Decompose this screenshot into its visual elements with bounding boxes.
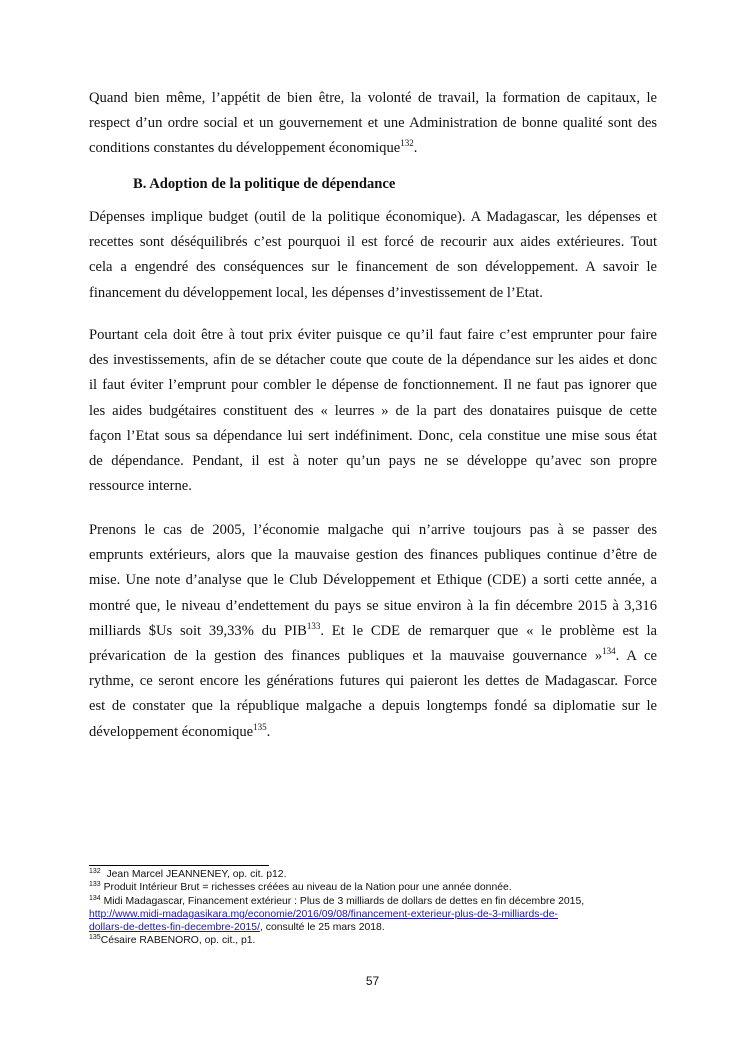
text-line	[89, 669, 657, 694]
line-text: mise. Une note d’analyse que le Club Développement et Ethique (CDE) a sorti cette année, a	[89, 572, 657, 589]
text-line	[89, 594, 657, 619]
line-text: Dépenses implique budget (outil de la politique économique). A Madagascar, les dépenses et	[89, 209, 657, 225]
footnote-link[interactable]: http://www.midi-madagasikara.mg/economie/2016/09/08/financement-exterieur-plus-de-3-milliards-de-	[89, 908, 558, 920]
page-number: 57	[365, 974, 380, 988]
line-text-tail: .	[266, 723, 271, 740]
line-text: prévarication de la gestion des finances publiques et la mauvaise gouvernance »	[89, 647, 603, 664]
footnotes	[89, 868, 659, 948]
text-line	[89, 694, 657, 719]
footnote-separator	[89, 865, 269, 866]
footnote-134	[89, 895, 659, 908]
line-text-tail: . A ce	[615, 647, 657, 664]
line-text: façon l’Etat sous sa dépendance lui sert indéfiniment. Donc, cela constitue une mise sous état	[89, 427, 657, 444]
footnote-text: Midi Madagascar, Financement extérieur : Plus de 3 milliards de dollars de dettes en fin décembre 2015,	[100, 895, 585, 907]
footnote-number: 133	[89, 881, 101, 889]
text-line	[89, 399, 657, 424]
footnote-ref: 134	[602, 645, 616, 656]
footnote-134-link-line-2	[89, 921, 659, 934]
footnote-number: 135	[89, 934, 101, 942]
footnote-number: 132	[89, 868, 101, 875]
footnote-text: Produit Intérieur Brut = richesses créées au niveau de la Nation pour une année donnée.	[100, 882, 512, 894]
line-text: rythme, ce seront encore les générations futures qui paieront les dettes de Madagascar. Force	[89, 673, 657, 690]
footnote-133	[89, 881, 659, 894]
text-line	[89, 86, 657, 111]
text-line	[89, 373, 657, 398]
text-line	[89, 230, 657, 255]
text-line	[89, 474, 657, 499]
line-text: recettes sont déséquilibrés c’est pourquoi il est forcé de recourir aux aides extérieures. Tout	[89, 234, 657, 251]
text-line	[89, 518, 657, 543]
line-text: milliards $Us soit 39,33% du PIB	[89, 622, 307, 639]
paragraph-3	[89, 323, 657, 499]
line-text: emprunts extérieurs, alors que la mauvaise gestion des finances publiques continue d’être de	[89, 547, 657, 564]
paragraph-2	[89, 205, 657, 306]
footnote-135	[89, 934, 659, 947]
section-heading: B. Adoption de la politique de dépendance	[133, 176, 396, 192]
line-text: ressource interne.	[89, 478, 192, 495]
line-text-tail: .	[413, 140, 418, 157]
text-line	[89, 449, 657, 474]
text-line	[89, 255, 657, 280]
text-line	[89, 619, 657, 644]
text-line	[89, 323, 657, 348]
footnote-ref: 135	[253, 721, 267, 732]
paragraph-4	[89, 518, 657, 745]
text-line	[89, 568, 657, 593]
footnote-text: Jean Marcel JEANNENEY, op. cit. p12.	[100, 869, 287, 880]
line-text: respect d’un ordre social et un gouvernement et une Administration de bonne qualité sont des	[89, 115, 657, 132]
footnote-text: Césaire RABENORO, op. cit., p1.	[100, 935, 256, 947]
text-line	[89, 111, 657, 136]
line-text: conditions constantes du développement économique	[89, 140, 401, 157]
line-text: de dépendance. Pendant, il est à noter qu’un pays ne se développe qu’avec son propre	[89, 452, 657, 469]
line-text: financement du développement local, les dépenses d’investissement de l’Etat.	[89, 284, 543, 301]
text-line	[89, 136, 657, 161]
line-text-tail: . Et le CDE de remarquer que « le problème est la	[320, 622, 657, 639]
footnote-number: 134	[89, 894, 101, 902]
line-text: cela a engendré des conséquences sur le financement de son développement. A savoir le	[89, 259, 657, 276]
text-line	[89, 281, 657, 306]
line-text: Pourtant cela doit être à tout prix éviter puisque ce qu’il faut faire c’est emprunter pour faire	[89, 327, 657, 343]
paragraph-1	[89, 86, 657, 162]
text-line	[89, 543, 657, 568]
text-line	[89, 424, 657, 449]
footnote-ref: 133	[306, 620, 321, 631]
text-line	[89, 720, 657, 745]
line-text: les aides budgétaires constituent des « leurres » de la part des donataires puisque de cette	[89, 402, 657, 419]
footnote-link-cont[interactable]: dollars-de-dettes-fin-decembre-2015/	[89, 922, 260, 934]
line-text: montré que, le niveau d’endettement du pays se situe environ à la fin décembre 2015 à 3,316	[89, 597, 657, 614]
line-text: Quand bien même, l’appétit de bien être, la volonté de travail, la formation de capitaux, le	[89, 90, 657, 106]
text-line	[89, 644, 657, 669]
footnote-132	[89, 868, 659, 881]
line-text: est de constater que la république malgache a depuis longtemps fondé sa diplomatie sur le	[89, 698, 657, 715]
footnote-ref: 132	[400, 138, 414, 149]
line-text: Prenons le cas de 2005, l’économie malgache qui n’arrive toujours pas à se passer des	[89, 522, 657, 538]
footnote-134-link-line	[89, 908, 659, 921]
line-text: il faut éviter l’emprunt pour combler le dépense de fonctionnement. Il ne faut pas ignorer que	[89, 377, 657, 394]
line-text: des investissements, afin de se détacher coute que coute de la dépendance sur les aides et donc	[89, 352, 657, 369]
text-line	[89, 205, 657, 230]
line-text: développement économique	[89, 723, 254, 740]
text-line	[89, 348, 657, 373]
footnote-text: , consulté le 25 mars 2018.	[259, 922, 385, 934]
